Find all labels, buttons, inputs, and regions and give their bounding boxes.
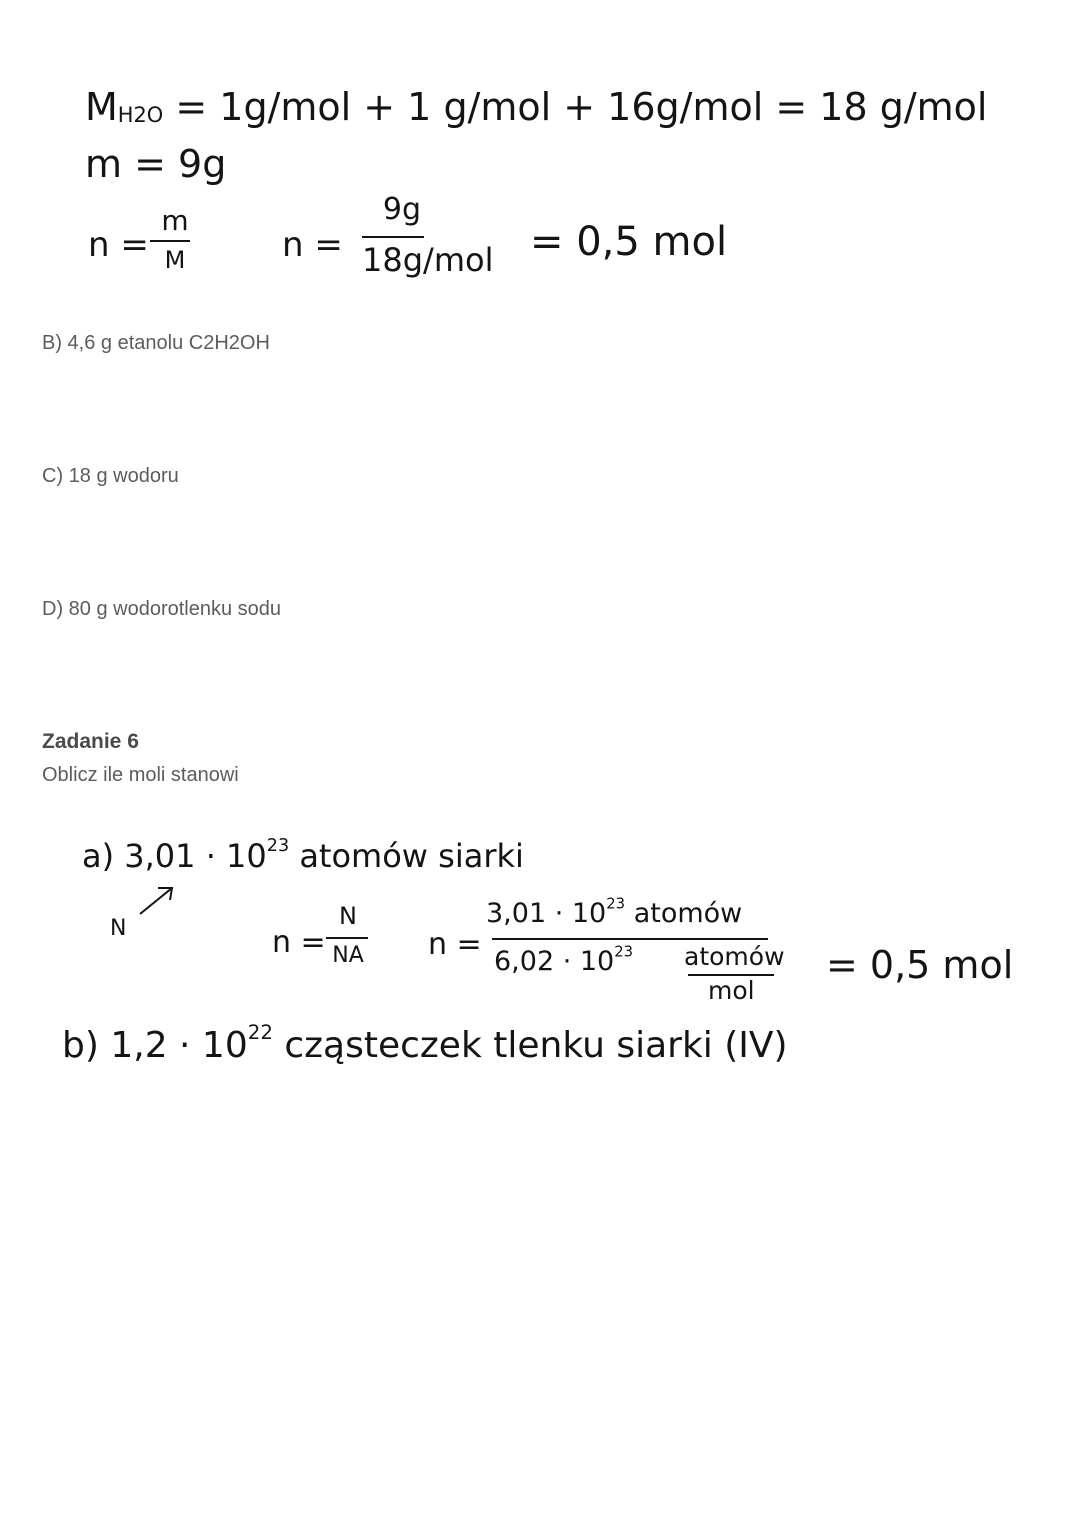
calc-result: = 0,5 mol xyxy=(530,219,728,265)
item-c: C) 18 g wodoru xyxy=(42,465,179,487)
calc-numerator: 9g xyxy=(382,192,422,227)
task-6-subtitle: Oblicz ile moli stanowi xyxy=(42,764,239,786)
calc-lhs: n = xyxy=(282,225,343,265)
unit-numerator: atomów xyxy=(684,942,785,971)
formula-numerator: m xyxy=(161,204,189,237)
molar-mass-line xyxy=(85,85,988,129)
fraction-bar xyxy=(326,937,368,939)
calc-denominator: $6,02 \cdot 10^{23}$ xyxy=(494,942,634,977)
item-b: B) 4,6 g etanolu C2H2OH xyxy=(42,332,270,354)
formula-denominator: M xyxy=(164,246,186,274)
formula-numerator: N xyxy=(339,902,357,930)
part-a-line: a) $3,01 \cdot 10^{23}$ atomów siarki xyxy=(82,836,524,875)
fraction-bar xyxy=(150,240,190,242)
molar-mass-symbol: M xyxy=(85,85,118,129)
molar-mass-calculation: = 1g/mol + 1 g/mol + 16g/mol = 18 g/mol xyxy=(175,85,988,129)
unit-denominator: mol xyxy=(708,976,755,1005)
calc-result: = 0,5 mol xyxy=(826,943,1014,987)
molar-mass-subscript: H2O xyxy=(117,103,164,128)
fraction-bar xyxy=(362,236,424,238)
calc-denominator: 18g/mol xyxy=(362,241,494,279)
formula-lhs: n = xyxy=(88,225,149,265)
calc-lhs: n = xyxy=(428,927,482,962)
fraction-bar xyxy=(492,938,768,940)
calc-numerator: $3,01 \cdot 10^{23}$ atomów xyxy=(486,894,743,929)
item-d: D) 80 g wodorotlenku sodu xyxy=(42,598,282,620)
task-6-title: Zadanie 6 xyxy=(42,730,139,753)
formula-lhs: n = xyxy=(272,925,326,960)
arrow-icon xyxy=(132,880,182,920)
arrow-label: N xyxy=(110,916,127,941)
formula-denominator: NA xyxy=(332,943,364,968)
mass-line: m = 9g xyxy=(85,142,227,186)
part-b-line: b) $1,2 \cdot 10^{22}$ cząsteczek tlenku siarki (IV) xyxy=(62,1021,788,1066)
